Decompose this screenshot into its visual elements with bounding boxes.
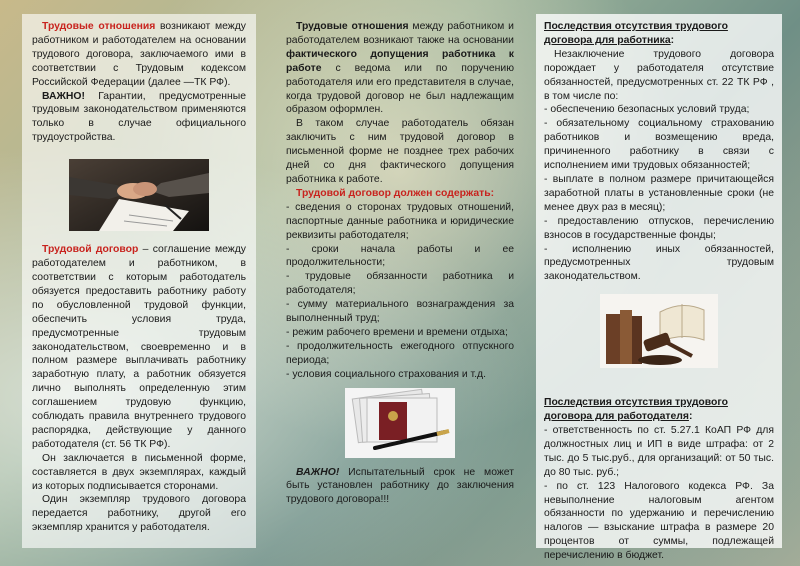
important-label: ВАЖНО! bbox=[42, 90, 85, 102]
col1-para-2-text: Гарантии, предусмотренные трудовым законодательством применяются только в случае официального трудоустройства. bbox=[32, 90, 246, 144]
col1-para-1-text: возникают между работником и работодателем на основании трудового договора, заключаемого ими в соответствии с Трудовым кодексом Российской Федерации (далее —ТК РФ). bbox=[32, 21, 246, 88]
list-item: - сумму материального вознаграждения за выполненный труд; bbox=[286, 299, 514, 325]
list-item: - трудовые обязанности работника и работодателя; bbox=[286, 271, 514, 297]
column-right bbox=[536, 14, 782, 562]
column-middle bbox=[280, 14, 520, 548]
col2-para-1 bbox=[286, 20, 514, 117]
contract-contents-heading: Трудовой договор должен содержать: bbox=[296, 187, 495, 199]
col1-para-5: Один экземпляр трудового договора передается работнику, другой его экземпляр хранится у работодателя. bbox=[32, 494, 246, 534]
col2-para-1-rest: с ведома или по поручению работодателя или его представителя в случае, когда трудовой договор не был надлежащим образом оформлен. bbox=[286, 62, 514, 116]
term-labor-contract: Трудовой договор bbox=[42, 244, 139, 256]
heading-colon: : bbox=[670, 34, 675, 46]
column-left bbox=[22, 14, 256, 548]
heading-colon: : bbox=[688, 411, 693, 423]
consequences-employee-heading-text: Последствия отсутствия трудового договора для работника bbox=[544, 21, 728, 46]
list-item: - режим рабочего времени и времени отдыха; bbox=[286, 326, 508, 338]
col2-term-labor-relations: Трудовые отношения bbox=[296, 21, 409, 32]
col3-para-1: Незаключение трудового договора порождает у работодателя отсутствие обязанностей, предусмотренных ст. 22 ТК РФ , в том числе по: bbox=[544, 48, 774, 102]
col1-para-3 bbox=[32, 243, 246, 452]
list-item: - условия социального страхования и т.д. bbox=[286, 368, 487, 380]
gavel-books-photo bbox=[600, 294, 718, 368]
consequences-employer-heading bbox=[544, 396, 774, 424]
col3-para-2: - ответственность по ст. 5.27.1 КоАП РФ для должностных лиц и ИП в виде штрафа: от 2 тыс. до 5 тыс.руб., для организаций: от 50 тыс. до 80 тыс. руб.; bbox=[544, 425, 774, 478]
list-item: - исполнению иных обязанностей, предусмотренных трудовым законодательством. bbox=[544, 243, 774, 283]
col1-para-4: Он заключается в письменной форме, составляется в двух экземплярах, каждый из которых подписывается сторонами. bbox=[32, 452, 246, 492]
col2-para-1-mid: между работником и работодателем возникают также на основании bbox=[286, 21, 514, 46]
col2-note-text: Испытательный срок не может быть установлен работнику до заключения трудового договора!!! bbox=[286, 466, 514, 506]
col1-para-1 bbox=[32, 20, 246, 90]
term-labor-relations: Трудовые отношения bbox=[42, 21, 156, 32]
list-item: - продолжительность ежегодного отпускного периода; bbox=[286, 340, 514, 366]
col2-note bbox=[286, 466, 514, 508]
documents-pen-photo bbox=[345, 388, 455, 458]
consequences-employee-heading bbox=[544, 20, 774, 48]
consequences-employer-heading-text: Последствия отсутствия трудового договора для работодателя bbox=[544, 397, 728, 423]
important-label-2: ВАЖНО! bbox=[296, 466, 340, 478]
list-item: - обеспечению безопасных условий труда; bbox=[544, 104, 750, 116]
list-item: - обязательному социальному страхованию работников и возмещению вреда, причиненного работнику в связи с исполнением ими трудовых обязанностей; bbox=[544, 118, 774, 172]
list-item: - сроки начала работы и ее продолжительности; bbox=[286, 243, 514, 269]
list-item: - выплате в полном размере причитающейся заработной платы в установленные сроки (не менее двух раз в месяц); bbox=[544, 173, 774, 213]
list-item: - сведения о сторонах трудовых отношений, паспортные данные работника и юридические реквизиты работодателя; bbox=[286, 201, 514, 241]
handshake-photo bbox=[69, 159, 209, 231]
col1-para-2 bbox=[32, 90, 246, 146]
col1-para-3-text: – соглашение между работодателем и работником, в соответствии с которым работодатель обязуется предоставить работнику работу по обусловленной трудовой функции, обеспечить условия труда, предусмотренные трудовым законодательством, своевременно и в полном размере выплачивать работнику заработную плату, а работник обязуется лично выполнять определенную этим соглашением трудовую функцию, соблюдать правила внутреннего трудового распорядка, действующие у данного работодателя (ст. 56 ТК РФ). bbox=[32, 244, 246, 450]
list-item: - предоставлению отпусков, перечислению взносов в государственные фонды; bbox=[544, 215, 774, 241]
term-actual-admission: фактического допущения работника к работе bbox=[286, 48, 514, 74]
col3-para-3: - по ст. 123 Налогового кодекса РФ. За невыполнение налоговым агентом обязанности по удержанию и перечислению налогов — взыскание штрафа в размере 20 процентов от суммы, подлежащей перечислению в бюджет. bbox=[544, 480, 774, 562]
col2-para-2: В таком случае работодатель обязан заключить с ним трудовой договор в письменной форме не позднее трех рабочих дней со дня фактического допущения работника к работе. bbox=[286, 118, 514, 185]
